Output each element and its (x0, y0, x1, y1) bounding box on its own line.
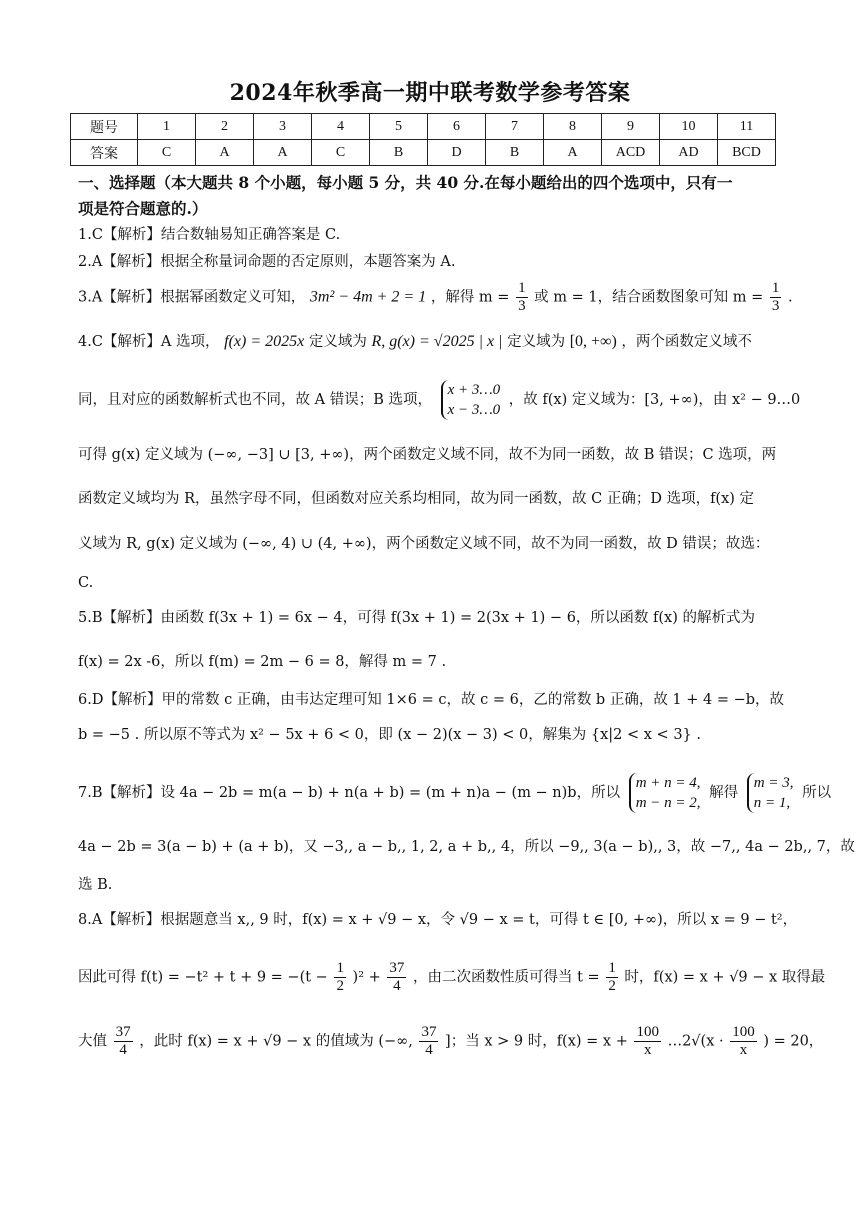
table-cell: A (544, 140, 602, 166)
table-cell: B (486, 140, 544, 166)
solution-q2: 2.A【解析】根据全称量词命题的否定原则，本题答案为 A. (78, 254, 456, 270)
fraction: $\frac{37}{4}$ (115, 1024, 131, 1058)
text: 时，f(x) = x + √9 − x 取得最 (624, 969, 826, 986)
table-cell: 6 (428, 114, 486, 140)
answer-row (71, 140, 776, 166)
text: 定义域为 (507, 334, 566, 350)
fraction: $\frac{1}{3}$ (518, 280, 526, 314)
table-cell: B (370, 140, 428, 166)
equation-system: x + 3…0 x − 3…0 (441, 380, 501, 420)
solution-q4-line5: 义域为 R, g(x) 定义域为 (−∞, 4) ∪ (4, +∞)，两个函数定义域不同，故不为同一函数，故 D 错误；故选： (78, 536, 770, 552)
q3-prefix: 3.A【解析】根据幂函数定义可知， (78, 289, 306, 306)
text: )² + (352, 969, 381, 986)
equation-system: m + n = 4, m − n = 2, (629, 773, 701, 813)
math: f(x) = 2025x (224, 333, 305, 350)
table-cell: C (312, 140, 370, 166)
table-cell: 2 (196, 114, 254, 140)
text: …2√(x · (667, 1033, 724, 1050)
solution-q1: 1.C【解析】结合数轴易知正确答案是 C. (78, 227, 341, 243)
fraction: $\frac{1}{3}$ (771, 280, 780, 314)
table-cell: AD (660, 140, 718, 166)
solution-q5-line1: 5.B【解析】由函数 f(3x + 1) = 6x − 4，可得 f(3x + 1) = 2(3x + 1) − 6，所以函数 f(x) 的解析式为 (78, 610, 755, 626)
table-cell: 9 (602, 114, 660, 140)
text: ，两个函数定义域不 (621, 334, 752, 350)
table-cell: 4 (312, 114, 370, 140)
table-cell: 5 (370, 114, 428, 140)
math: R, g(x) = √2025 | x | (371, 333, 503, 350)
question-number-row (71, 114, 776, 140)
solution-q6-line1: 6.D【解析】甲的常数 c 正确，由韦达定理可知 1×6 = c，故 c = 6，乙的常数 b 正确，故 1 + 4 = −b，故 (78, 692, 785, 708)
table-cell: C (138, 140, 196, 166)
text: 解得 (709, 785, 739, 801)
solution-q4-line2 (78, 380, 800, 420)
math: [0, +∞) (569, 333, 617, 350)
solution-q4-line1 (78, 331, 752, 353)
solution-q4-line4: 函数定义域均为 R，虽然字母不同，但函数对应关系均相同，故为同一函数，故 C 正确；D 选项，f(x) 定 (78, 491, 755, 507)
section-heading-line: 一、选择题（本大题共 8 个小题，每小题 5 分，共 40 分.在每小题给出的四个选项中，只有一 (78, 173, 733, 192)
q3-end: . (787, 289, 793, 306)
text: ，此时 f(x) = x + √9 − x 的值域为 (−∞, (139, 1033, 413, 1050)
solution-q8-line3 (78, 1024, 823, 1059)
text: 同，且对应的函数解析式也不同，故 A 错误；B 选项， (78, 392, 432, 408)
solution-q7-line1 (78, 773, 831, 813)
solution-q4-line3: 可得 g(x) 定义域为 (−∞, −3] ∪ [3, +∞)，两个函数定义域不同，故不为同一函数，故 B 错误；C 选项，两 (78, 447, 777, 463)
text: 大值 (78, 1033, 107, 1050)
table-cell: 7 (486, 114, 544, 140)
text: 定义域为 (308, 334, 367, 350)
q3-mid1: ，解得 m = (430, 289, 510, 306)
text: 7.B【解析】设 4a − 2b = m(a − b) + n(a + b) = (m + n)a − (m − n)b，所以 (78, 785, 621, 801)
solution-q3 (78, 280, 793, 315)
fraction: $\frac{1}{2}$ (336, 960, 344, 994)
section-heading (78, 170, 788, 222)
page-title: 2024年秋季高一期中联考数学参考答案 (229, 80, 631, 106)
table-cell: 11 (718, 114, 776, 140)
solution-q8-line1: 8.A【解析】根据题意当 x,, 9 时，f(x) = x + √9 − x，令 √9 − x = t，可得 t ∈ [0, +∞)，所以 x = 9 − t²， (78, 912, 798, 928)
text: ]；当 x > 9 时，f(x) = x + (445, 1033, 628, 1050)
text: 4.C【解析】A 选项， (78, 334, 220, 350)
text: ，故 f(x) 定义域为：[3, +∞)，由 x² − 9…0 (508, 392, 801, 408)
table-cell: A (196, 140, 254, 166)
row-label-answer: 答案 (71, 140, 138, 166)
table-cell: 10 (660, 114, 718, 140)
solution-q8-line2 (78, 960, 825, 995)
table-cell: D (428, 140, 486, 166)
row-label-number: 题号 (71, 114, 138, 140)
q3-mid2: 或 m = 1，结合函数图象可知 m = (534, 289, 764, 306)
section-heading-line: 项是符合题意的.） (78, 199, 208, 218)
text: 所以 (802, 785, 832, 801)
solution-q6-line2: b = −5 . 所以原不等式为 x² − 5x + 6 < 0，即 (x − 2)(x − 3) < 0，解集为 {x|2 < x < 3} . (78, 727, 701, 743)
solution-q4-line6: C. (78, 575, 94, 591)
answer-table (70, 113, 776, 166)
equation-system: m = 3, n = 1, (747, 773, 794, 813)
table-cell: 8 (544, 114, 602, 140)
table-cell: ACD (602, 140, 660, 166)
table-cell: A (254, 140, 312, 166)
fraction: $\frac{1}{2}$ (608, 960, 616, 994)
solution-q7-line3: 选 B. (78, 877, 113, 893)
q3-equation: 3m² − 4m + 2 = 1 (309, 288, 427, 306)
table-cell: 3 (254, 114, 312, 140)
text: 因此可得 f(t) = −t² + t + 9 = −(t − (78, 969, 328, 986)
solution-q5-line2: f(x) = 2x -6，所以 f(m) = 2m − 6 = 8，解得 m = 7 . (78, 654, 447, 670)
solution-q7-line2: 4a − 2b = 3(a − b) + (a + b)，又 −3,, a − b,, 1, 2, a + b,, 4，所以 −9,, 3(a − b),, 3，故 −7,, 4a − 2b,, 7，故 (78, 839, 855, 855)
fraction: $\frac{100}{x}$ (636, 1024, 659, 1058)
fraction: $\frac{37}{4}$ (421, 1024, 437, 1058)
table-cell: 1 (138, 114, 196, 140)
text: ) = 20， (763, 1033, 824, 1050)
text: ，由二次函数性质可得当 t = (413, 969, 600, 986)
fraction: $\frac{37}{4}$ (389, 960, 405, 994)
table-cell: BCD (718, 140, 776, 166)
fraction: $\frac{100}{x}$ (732, 1024, 755, 1058)
